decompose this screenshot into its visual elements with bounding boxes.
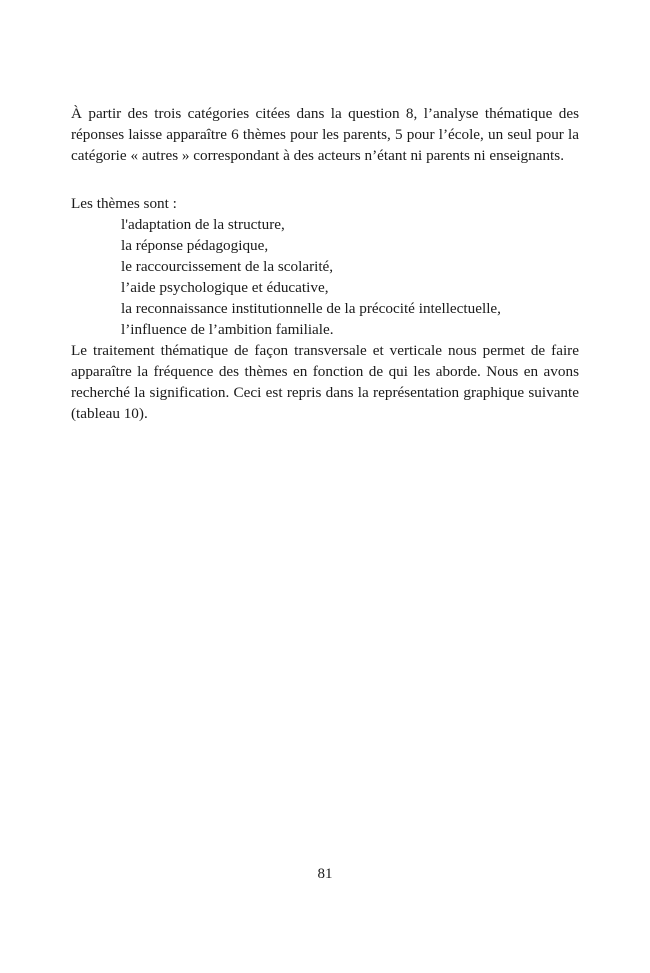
theme-item-psychological-support: l’aide psychologique et éducative, bbox=[121, 279, 329, 296]
analysis-paragraph: Le traitement thématique de façon transversale et verticale nous permet de faire apparaître la fréquence des thèmes en fonction de qui les aborde. Nous en avons recherché la signification. Ceci est repris dans la représentation graphique suivante (tableau 10). bbox=[71, 342, 579, 422]
themes-list bbox=[121, 214, 581, 340]
theme-item-family-ambition: l’influence de l’ambition familiale. bbox=[121, 321, 334, 338]
page-number: 81 bbox=[317, 866, 333, 882]
intro-paragraph: À partir des trois catégories citées dans la question 8, l’analyse thématique des réponses laisse apparaître 6 thèmes pour les parents, 5 pour l’école, un seul pour la catégorie « autres » correspondant à des acteurs n’étant ni parents ni enseignants. bbox=[71, 105, 579, 164]
themes-intro: Les thèmes sont : bbox=[71, 195, 177, 212]
theme-item-institutional-recognition: la reconnaissance institutionnelle de la précocité intellectuelle, bbox=[121, 300, 501, 317]
theme-item-adaptation: l'adaptation de la structure, bbox=[121, 216, 285, 233]
theme-item-shortened-schooling: le raccourcissement de la scolarité, bbox=[121, 258, 334, 275]
theme-item-pedagogical-response: la réponse pédagogique, bbox=[121, 237, 269, 254]
